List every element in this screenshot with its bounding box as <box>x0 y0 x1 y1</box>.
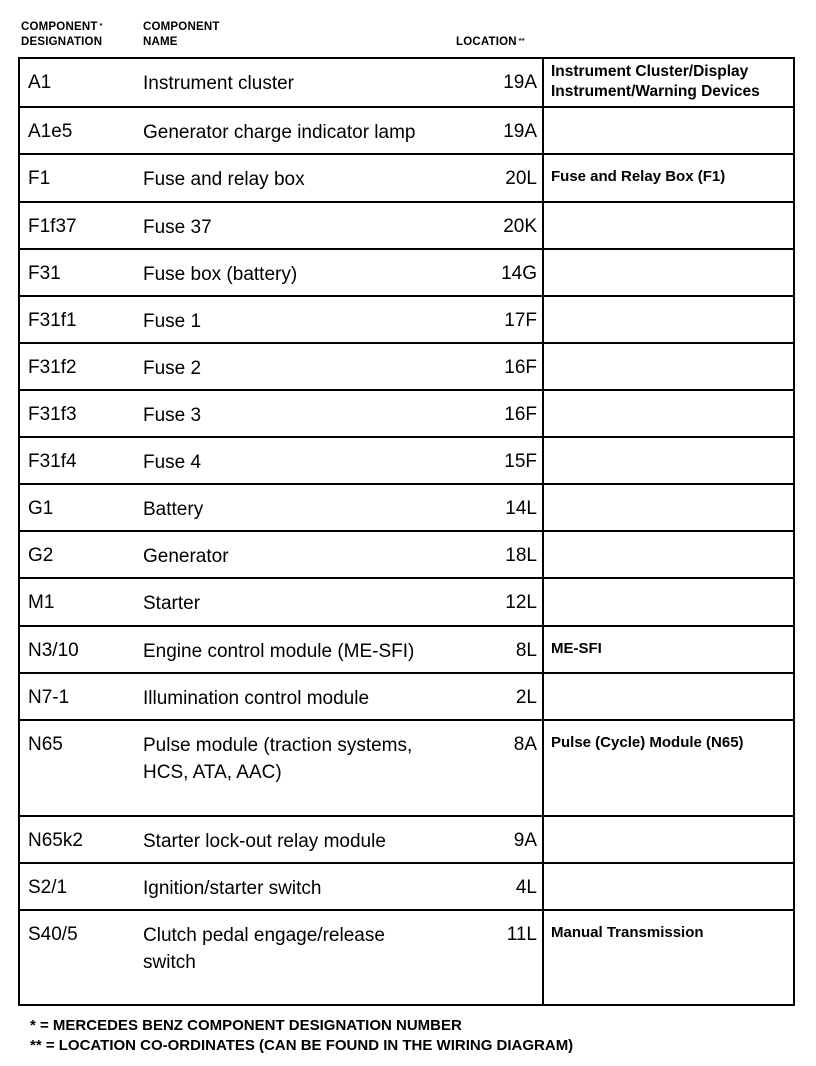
component-location: 20L <box>505 168 537 189</box>
diagram-reference <box>542 344 793 389</box>
component-name-line: Generator <box>143 546 229 567</box>
diagram-reference <box>542 864 793 909</box>
component-name-line: Engine control module (ME-SFI) <box>143 641 415 662</box>
table-row <box>20 862 793 909</box>
component-table <box>18 57 795 1006</box>
component-designation: F1f37 <box>28 216 77 237</box>
component-location: 4L <box>515 877 537 898</box>
component-designation: G1 <box>28 498 54 519</box>
component-location: 18L <box>505 545 537 566</box>
table-row <box>20 719 793 815</box>
component-designation: F31 <box>28 263 61 284</box>
footnote-designation: * = MERCEDES BENZ COMPONENT DESIGNATION NUMBER <box>30 1017 462 1034</box>
component-location: 14L <box>505 498 537 519</box>
component-name-line: Fuse box (battery) <box>143 264 298 285</box>
component-name-line: HCS, ATA, AAC) <box>143 762 282 783</box>
component-name <box>143 297 488 342</box>
component-name <box>143 108 488 153</box>
component-name-line: Fuse 37 <box>143 217 212 238</box>
component-designation: F31f4 <box>28 451 77 472</box>
diagram-reference <box>542 203 793 248</box>
name-header-line2: NAME <box>143 36 178 48</box>
component-name-line: Illumination control module <box>143 688 370 709</box>
component-name <box>143 532 488 577</box>
designation-header-mark: * <box>99 23 103 30</box>
component-designation: F31f2 <box>28 357 77 378</box>
component-location: 14G <box>501 263 537 284</box>
diagram-reference <box>542 297 793 342</box>
component-location: 17F <box>504 310 537 331</box>
table-row <box>20 248 793 295</box>
diagram-reference <box>542 721 793 815</box>
diagram-reference <box>542 579 793 625</box>
component-designation: M1 <box>28 592 55 613</box>
component-name-line: Fuse 3 <box>143 405 202 426</box>
component-name-line: Ignition/starter switch <box>143 878 322 899</box>
diagram-reference-line: ME-SFI <box>551 640 602 657</box>
diagram-reference <box>542 108 793 153</box>
component-location: 8L <box>515 640 537 661</box>
component-location: 16F <box>504 357 537 378</box>
component-designation: F1 <box>28 168 51 189</box>
designation-header-line1: COMPONENT <box>21 21 98 33</box>
component-location: 11L <box>506 924 537 945</box>
component-designation: S2/1 <box>28 877 68 898</box>
component-location: 2L <box>515 687 537 708</box>
component-name-line: Fuse and relay box <box>143 169 305 190</box>
diagram-reference <box>542 911 793 1004</box>
component-name-line: Fuse 4 <box>143 452 202 473</box>
diagram-reference <box>542 391 793 436</box>
diagram-reference <box>542 155 793 201</box>
component-name <box>143 579 488 625</box>
table-row <box>20 577 793 625</box>
component-designation: F31f3 <box>28 404 77 425</box>
table-row <box>20 483 793 530</box>
component-designation: F31f1 <box>28 310 77 331</box>
table-row <box>20 909 793 1004</box>
diagram-reference-line: Pulse (Cycle) Module (N65) <box>551 734 744 751</box>
component-designation: A1 <box>28 72 52 93</box>
component-name <box>143 59 488 106</box>
diagram-reference-line: Instrument Cluster/Display <box>551 63 749 80</box>
location-column-header <box>456 35 525 50</box>
component-designation: G2 <box>28 545 54 566</box>
component-location: 20K <box>503 216 537 237</box>
diagram-reference <box>542 250 793 295</box>
component-designation: S40/5 <box>28 924 78 945</box>
component-designation: N65k2 <box>28 830 83 851</box>
table-row <box>20 106 793 153</box>
table-row <box>20 201 793 248</box>
designation-column-header <box>21 20 103 50</box>
component-name <box>143 721 488 815</box>
component-location: 8A <box>513 734 537 755</box>
diagram-reference <box>542 59 793 106</box>
component-name <box>143 911 488 1004</box>
component-location: 15F <box>504 451 537 472</box>
diagram-reference <box>542 438 793 483</box>
table-row <box>20 153 793 201</box>
diagram-reference <box>542 817 793 862</box>
component-name-line: switch <box>143 952 196 973</box>
location-header-text: LOCATION <box>456 36 517 48</box>
component-name <box>143 627 488 672</box>
table-row <box>20 389 793 436</box>
component-location: 12L <box>505 592 537 613</box>
component-name-line: Generator charge indicator lamp <box>143 122 416 143</box>
component-location: 9A <box>513 830 537 851</box>
diagram-reference-line: Manual Transmission <box>551 924 704 941</box>
component-name-line: Clutch pedal engage/release <box>143 925 385 946</box>
component-designation: N3/10 <box>28 640 79 661</box>
component-designation: N7-1 <box>28 687 70 708</box>
component-name-line: Battery <box>143 499 204 520</box>
diagram-reference <box>542 627 793 672</box>
diagram-reference <box>542 532 793 577</box>
component-location: 19A <box>503 121 537 142</box>
table-row <box>20 295 793 342</box>
table-row <box>20 625 793 672</box>
table-row <box>20 672 793 719</box>
component-designation: A1e5 <box>28 121 73 142</box>
component-designation: N65 <box>28 734 63 755</box>
component-name-line: Pulse module (traction systems, <box>143 735 413 756</box>
diagram-reference <box>542 485 793 530</box>
table-row <box>20 342 793 389</box>
component-name <box>143 203 488 248</box>
component-name-line: Starter lock-out relay module <box>143 831 386 852</box>
component-name-line: Starter <box>143 593 201 614</box>
component-location: 19A <box>503 72 537 93</box>
table-row <box>20 436 793 483</box>
component-name <box>143 485 488 530</box>
location-header-mark: ** <box>518 38 525 45</box>
table-row <box>20 59 793 106</box>
name-column-header <box>143 20 220 50</box>
name-header-line1: COMPONENT <box>143 21 220 33</box>
component-name <box>143 344 488 389</box>
component-name <box>143 864 488 909</box>
component-name <box>143 391 488 436</box>
designation-header-line2: DESIGNATION <box>21 36 103 48</box>
component-name <box>143 674 488 719</box>
component-location: 16F <box>504 404 537 425</box>
diagram-reference-line: Instrument/Warning Devices <box>551 83 760 100</box>
component-name-line: Instrument cluster <box>143 73 294 94</box>
component-name <box>143 438 488 483</box>
component-name-line: Fuse 1 <box>143 311 202 332</box>
footnote-location: ** = LOCATION CO-ORDINATES (CAN BE FOUND IN THE WIRING DIAGRAM) <box>30 1037 574 1054</box>
table-row <box>20 530 793 577</box>
component-name <box>143 155 488 201</box>
table-row <box>20 815 793 862</box>
component-name <box>143 817 488 862</box>
component-name-line: Fuse 2 <box>143 358 202 379</box>
component-name <box>143 250 488 295</box>
diagram-reference-line: Fuse and Relay Box (F1) <box>551 168 726 185</box>
diagram-reference <box>542 674 793 719</box>
